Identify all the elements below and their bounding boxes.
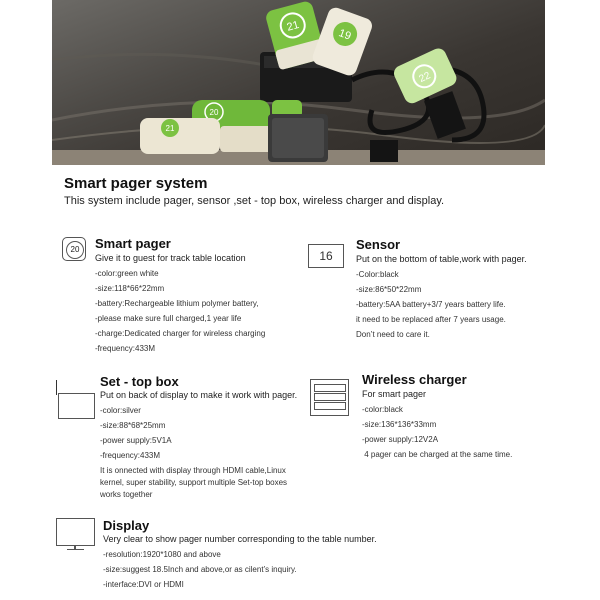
charger-slot	[314, 402, 346, 410]
spec-line: -size:88*68*25mm	[100, 421, 166, 430]
display-base-icon	[67, 549, 84, 550]
spec-line: -resolution:1920*1080 and above	[103, 550, 221, 559]
charger-slot	[314, 384, 346, 392]
wireless-charger-title: Wireless charger	[362, 372, 467, 387]
set-top-box-icon	[58, 393, 95, 419]
spec-line: -size:136*136*33mm	[362, 420, 437, 429]
spec-line: -color:green white	[95, 269, 159, 278]
spec-line: -size:suggest 18.5Inch and above,or as cilent’s inquiry.	[103, 565, 297, 574]
set-top-box-intro: Put on back of display to make it work with pager.	[100, 390, 298, 400]
spec-line: it need to be replaced after 7 years usage.	[356, 315, 506, 324]
spec-line: -battery:Rechargeable lithium polymer battery,	[95, 299, 259, 308]
display-icon	[56, 518, 95, 546]
spec-line: -color:black	[362, 405, 403, 414]
spec-line: -interface:DVI or HDMI	[103, 580, 184, 589]
spec-line: -size:118*66*22mm	[95, 284, 165, 293]
smart-pager-specs	[95, 268, 265, 358]
spec-line: -size:86*50*22mm	[356, 285, 422, 294]
display-intro: Very clear to show pager number corresponding to the table number.	[103, 534, 377, 544]
spec-line: -Color:black	[356, 270, 399, 279]
wireless-charger-intro: For smart pager	[362, 389, 427, 399]
antenna-icon	[56, 380, 57, 395]
product-photo	[52, 0, 545, 165]
sensor-intro: Put on the bottom of table,work with pager.	[356, 254, 527, 264]
set-top-box-specs	[100, 405, 287, 501]
pager-number-3: 22	[417, 70, 433, 85]
smart-pager-intro: Give it to guest for track table location	[95, 253, 246, 263]
set-top-box-title: Set - top box	[100, 374, 179, 389]
spec-line: It is onnected with display through HDMI cable,Linux	[100, 466, 286, 475]
pager-number-1: 21	[285, 19, 301, 34]
pager-number-4: 20	[209, 108, 219, 117]
spec-line: -power supply:5V1A	[100, 436, 172, 445]
spec-line: -color:silver	[100, 406, 141, 415]
sensor-title: Sensor	[356, 237, 401, 252]
spec-line: -frequency:433M	[100, 451, 161, 460]
pager-icon	[62, 237, 86, 261]
spec-line: -battery:5AA battery+3/7 years battery life.	[356, 300, 506, 309]
pager-icon-number: 20	[66, 241, 84, 259]
spec-line: -please make sure full charged,1 year life	[95, 314, 242, 323]
display-title: Display	[103, 518, 150, 533]
charger-slot	[314, 393, 346, 401]
spec-line: 4 pager can be charged at the same time.	[362, 450, 513, 459]
spec-line: Don’t need to care it.	[356, 330, 430, 339]
page-subtitle: This system include pager, sensor ,set - top box, wireless charger and display.	[64, 195, 445, 207]
wireless-charger-icon	[310, 379, 349, 416]
display-specs	[103, 549, 297, 594]
spec-line: -frequency:433M	[95, 344, 156, 353]
page-title: Smart pager system	[64, 175, 208, 192]
spec-line: -power supply:12V2A	[362, 435, 439, 444]
spec-line: kernel, super stability, support multiple Set-top boxes	[100, 478, 288, 487]
sensor-icon: 16	[308, 244, 344, 268]
pager-number-2: 19	[336, 27, 353, 43]
spec-line: -charge:Dedicated charger for wireless charging	[95, 329, 266, 338]
spec-line: works together	[100, 490, 153, 499]
sensor-specs	[356, 269, 506, 344]
smart-pager-title: Smart pager	[95, 236, 171, 251]
pager-number-5: 21	[165, 124, 175, 133]
wireless-charger-specs	[362, 404, 512, 464]
